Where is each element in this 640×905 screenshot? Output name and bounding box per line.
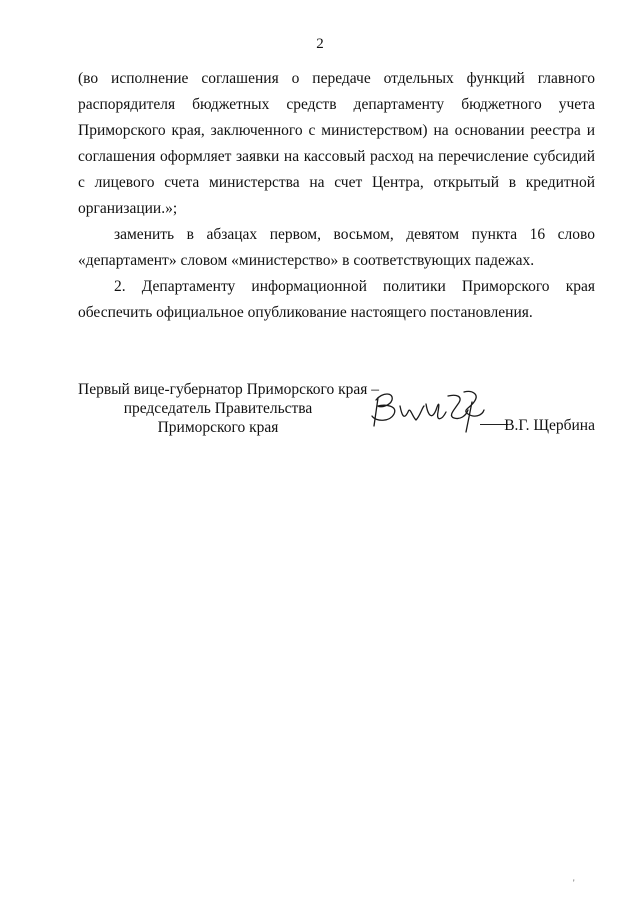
signatory-title-line-1: Первый вице-губернатор Приморского края – xyxy=(78,381,380,398)
page-number: 2 xyxy=(316,36,324,52)
document-body xyxy=(78,66,595,326)
signatory-title xyxy=(78,380,380,437)
paragraph-continuation: (во исполнение соглашения о передаче отдельных функций главного распорядителя бюджетных средств департаменту бюджетного учета Приморского края, заключенного с министерством) на основании реестра и соглашения оформляет заявки на кассовый расход на перечисление субсидий с лицевого счета министерства на счет Центра, открытый в кредитной организации.»; xyxy=(78,70,595,217)
signatory-name: В.Г. Щербина xyxy=(504,417,595,434)
signatory-title-line-2: председатель Правительства xyxy=(123,400,313,417)
signatory-title-line-3: Приморского края xyxy=(157,419,279,436)
signature-block xyxy=(78,380,595,440)
scan-mark: ' xyxy=(573,878,575,888)
handwritten-signature xyxy=(368,386,490,438)
paragraph-publication-order: 2. Департаменту информационной политики Приморского края обеспечить официальное опубликование настоящего постановления. xyxy=(78,278,595,321)
paragraph-replace-word: заменить в абзацах первом, восьмом, девятом пункта 16 слово «департамент» словом «министерство» в соответствующих падежах. xyxy=(78,226,595,269)
